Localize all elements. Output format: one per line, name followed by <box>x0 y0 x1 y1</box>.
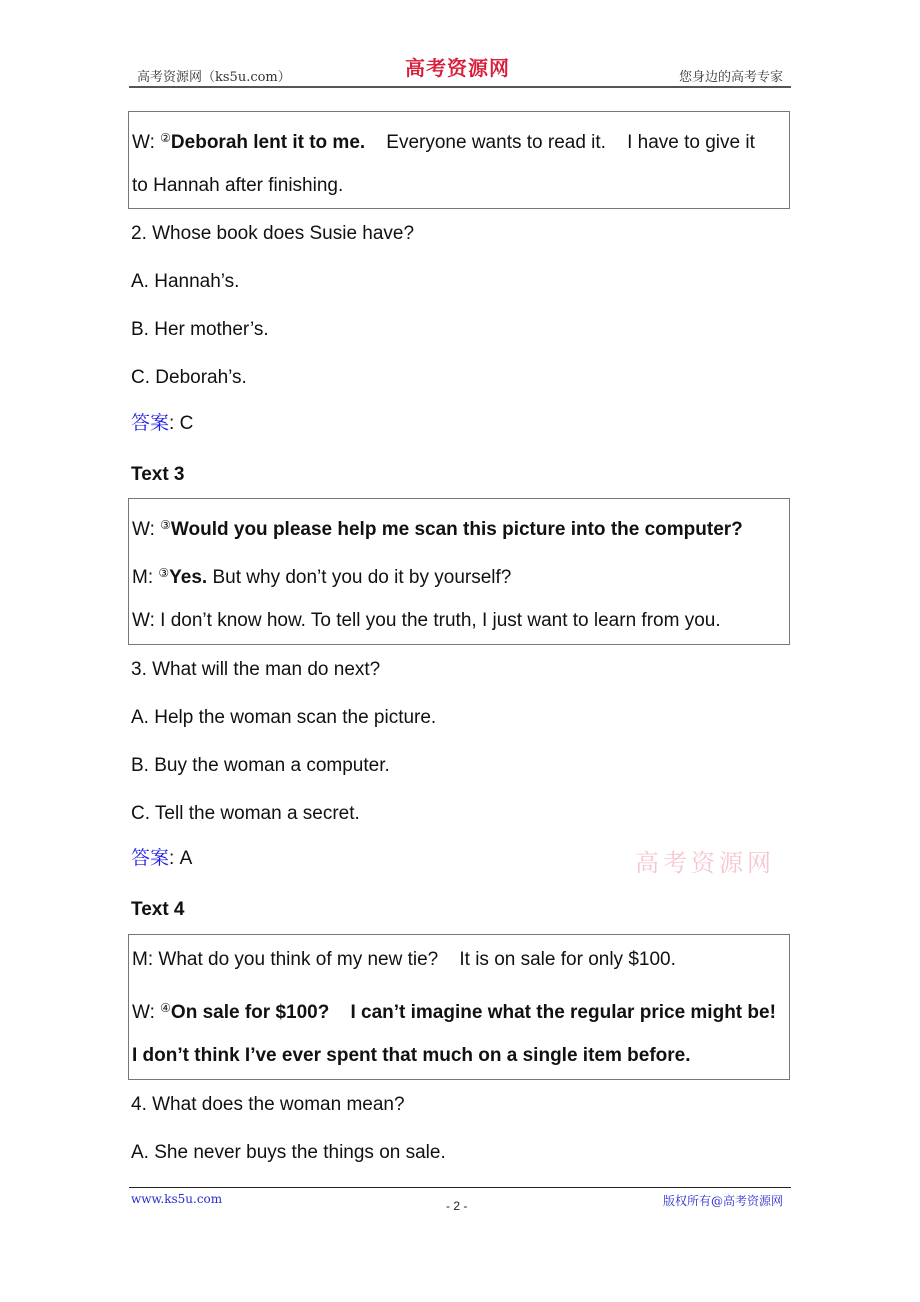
section-heading-text4: Text 4 <box>131 899 185 920</box>
question-4: 4. What does the woman mean? <box>131 1094 405 1115</box>
footer-website-link[interactable]: www.ks5u.com <box>131 1192 223 1206</box>
header-slogan: 您身边的高考专家 <box>678 70 783 85</box>
footer-divider <box>129 1187 791 1188</box>
option-c: C. Deborah’s. <box>131 367 247 388</box>
option-a: A. Hannah’s. <box>131 271 240 292</box>
dialogue-line: M: ③Yes. But why don’t you do it by yourself? <box>132 566 512 588</box>
marker-4-icon: ④ <box>160 1001 171 1015</box>
dialogue-line: W: ③Would you please help me scan this picture into the computer? <box>132 518 743 540</box>
header-divider <box>129 86 791 88</box>
transcript-box-text3 <box>128 498 790 645</box>
header-logo: 高考资源网 <box>405 56 510 80</box>
answer-3: 答案: A <box>131 848 193 869</box>
marker-2-icon: ② <box>160 131 171 145</box>
dialogue-line: W: ④On sale for $100? I can’t imagine what the regular price might be! <box>132 1001 776 1023</box>
option-a: A. She never buys the things on sale. <box>131 1142 446 1163</box>
transcript-box-text2 <box>128 111 790 209</box>
dialogue-line: W: ②Deborah lent it to me. Everyone wants to read it. I have to give it <box>132 131 755 153</box>
marker-3-icon: ③ <box>160 518 171 532</box>
header-site-name: 高考资源网（ks5u.com） <box>137 70 291 85</box>
option-b: B. Buy the woman a computer. <box>131 755 390 776</box>
transcript-box-text4 <box>128 934 790 1080</box>
dialogue-line: M: What do you think of my new tie? It is on sale for only $100. <box>132 949 676 970</box>
watermark: 高考资源网 <box>635 849 775 877</box>
option-b: B. Her mother’s. <box>131 319 269 340</box>
marker-3-icon: ③ <box>158 566 170 580</box>
option-c: C. Tell the woman a secret. <box>131 803 360 824</box>
question-3: 3. What will the man do next? <box>131 659 381 680</box>
question-2: 2. Whose book does Susie have? <box>131 223 415 244</box>
dialogue-line: to Hannah after finishing. <box>132 175 344 196</box>
page-number: - 2 - <box>446 1199 468 1213</box>
dialogue-line: W: I don’t know how. To tell you the truth, I just want to learn from you. <box>132 610 721 631</box>
section-heading-text3: Text 3 <box>131 464 185 485</box>
option-a: A. Help the woman scan the picture. <box>131 707 437 728</box>
dialogue-line: I don’t think I’ve ever spent that much on a single item before. <box>132 1045 691 1066</box>
answer-2: 答案: C <box>131 413 194 434</box>
footer-copyright: 版权所有@高考资源网 <box>662 1194 783 1208</box>
